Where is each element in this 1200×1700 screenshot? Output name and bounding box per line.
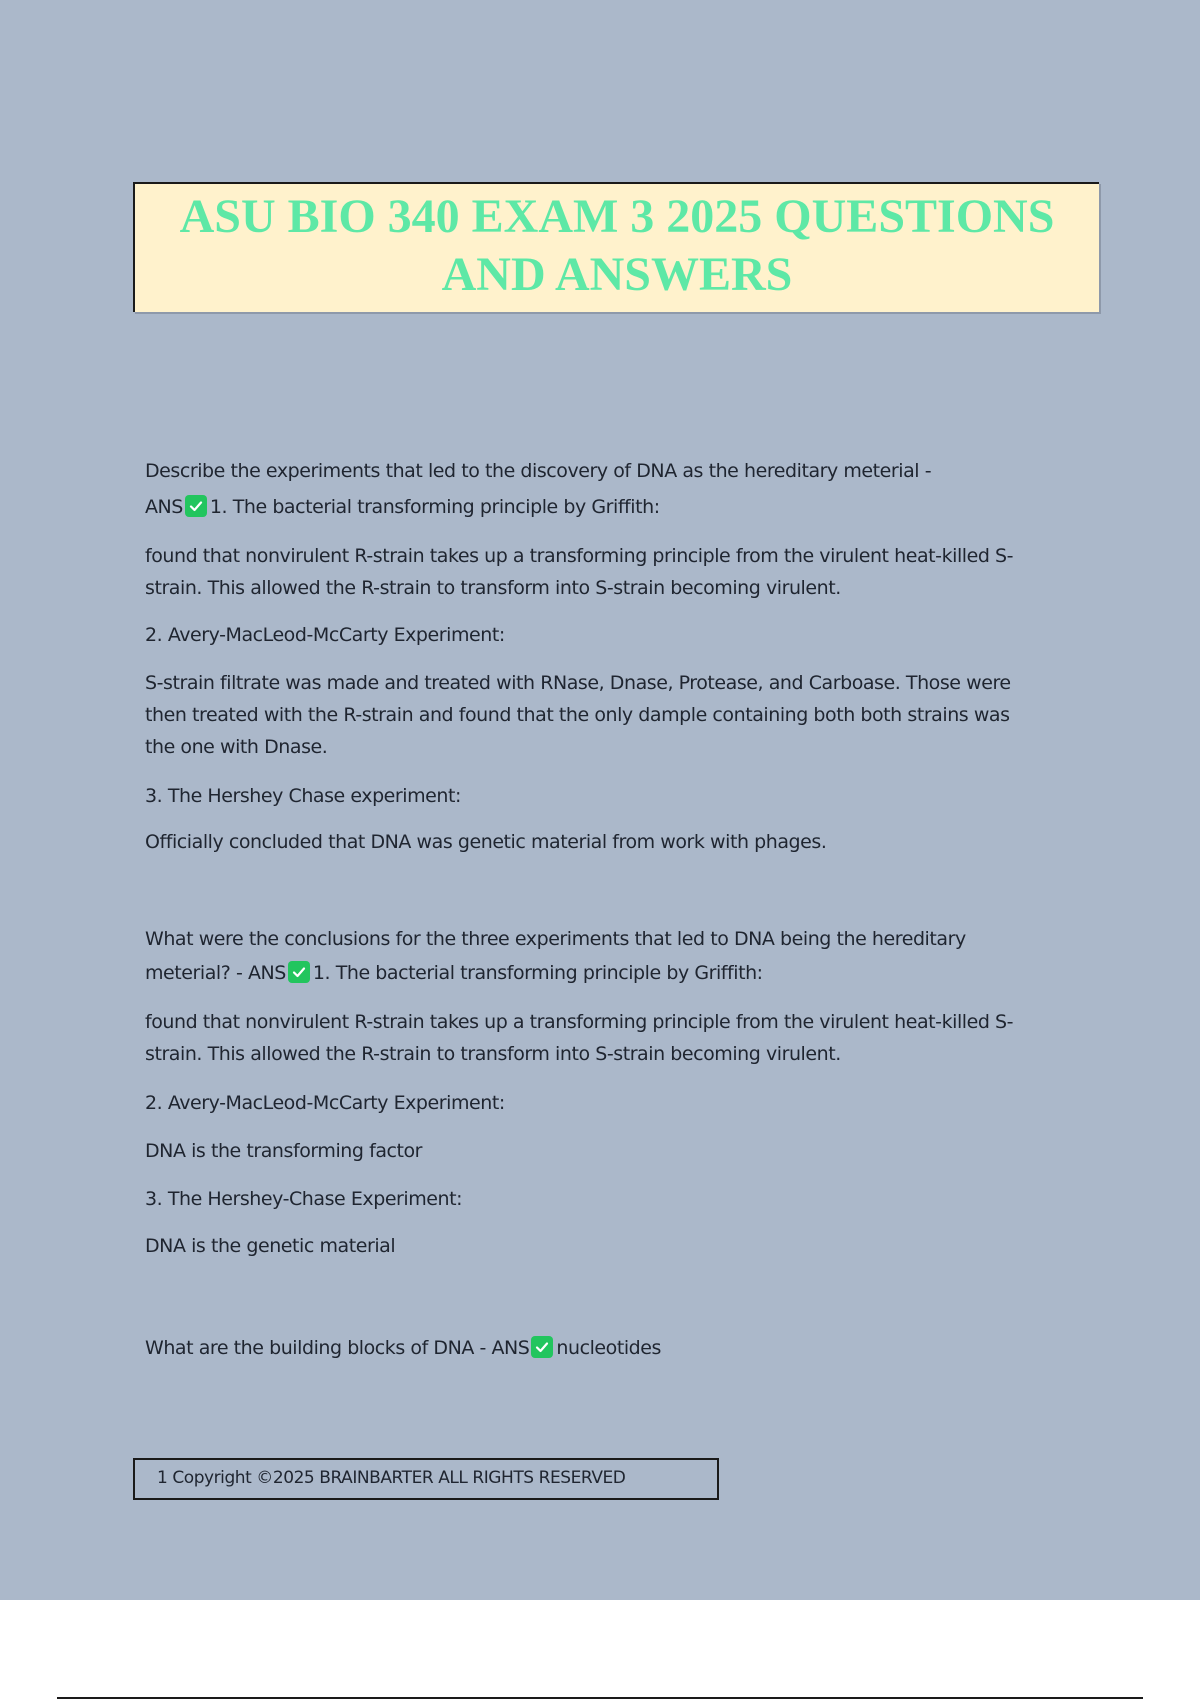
answer-line: strain. This allowed the R-strain to transform into S-strain becoming virulent. <box>145 577 841 599</box>
document-title-line-1: ASU BIO 340 EXAM 3 2025 QUESTIONS <box>179 190 1055 243</box>
question-answer-line <box>145 957 763 989</box>
question-answer-line <box>145 491 660 523</box>
answer-line: the one with Dnase. <box>145 736 328 758</box>
answer-line: S-strain filtrate was made and treated with RNase, Dnase, Protease, and Carboase. Those were <box>145 672 1011 694</box>
answer-line: found that nonvirulent R-strain takes up a transforming principle from the virulent heat-killed S- <box>145 545 1014 567</box>
answer-line: 3. The Hershey-Chase Experiment: <box>145 1188 463 1210</box>
answer-text: 1. The bacterial transforming principle by Griffith: <box>312 962 763 984</box>
answer-text: 1. The bacterial transforming principle by Griffith: <box>209 496 660 518</box>
copyright-footer: 1 Copyright ©2025 BRAINBARTER ALL RIGHTS RESERVED <box>133 1458 719 1500</box>
question-text: What were the conclusions for the three experiments that led to DNA being the hereditary <box>145 928 966 950</box>
question-text: meterial? - ANS <box>145 962 286 984</box>
answer-line: 2. Avery-MacLeod-McCarty Experiment: <box>145 1092 505 1114</box>
answer-line: 3. The Hershey Chase experiment: <box>145 785 461 807</box>
check-mark-icon <box>185 495 207 517</box>
page-divider <box>57 1697 1143 1699</box>
answer-line: then treated with the R-strain and found that the only dample containing both both strains was <box>145 704 1010 726</box>
question-answer-line <box>145 1332 661 1364</box>
answer-line: DNA is the genetic material <box>145 1235 396 1257</box>
question-text: What are the building blocks of DNA - ANS <box>145 1337 530 1359</box>
answer-line: Officially concluded that DNA was genetic material from work with phages. <box>145 831 827 853</box>
answer-line: strain. This allowed the R-strain to transform into S-strain becoming virulent. <box>145 1043 841 1065</box>
title-banner <box>133 182 1099 312</box>
check-mark-icon <box>531 1336 553 1358</box>
answer-line: DNA is the transforming factor <box>145 1140 423 1162</box>
answer-line: 2. Avery-MacLeod-McCarty Experiment: <box>145 624 505 646</box>
answer-line: found that nonvirulent R-strain takes up a transforming principle from the virulent heat-killed S- <box>145 1011 1014 1033</box>
answer-text: nucleotides <box>556 1337 661 1359</box>
question-text: Describe the experiments that led to the discovery of DNA as the hereditary meterial - <box>145 460 932 482</box>
check-mark-icon <box>288 961 310 983</box>
question-text: ANS <box>145 496 183 518</box>
document-title-line-2: AND ANSWERS <box>441 248 793 301</box>
